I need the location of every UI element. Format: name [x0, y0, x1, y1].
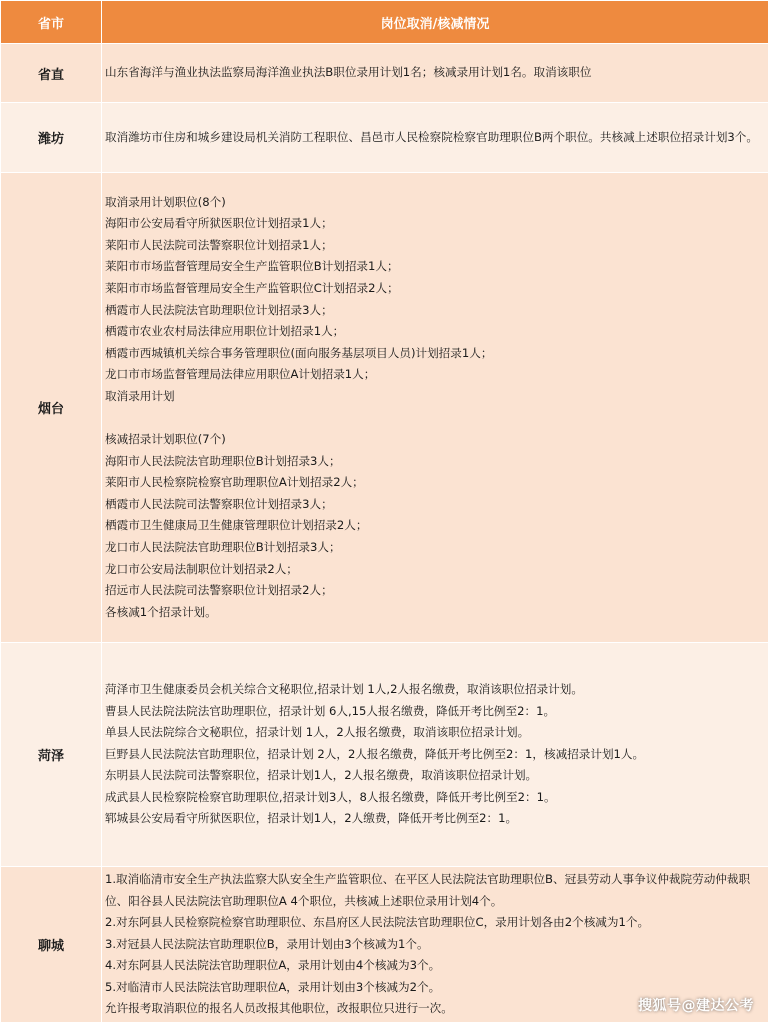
status-line: 栖霞市西城镇机关综合事务管理职位(面向服务基层项目人员)计划招录1人； [105, 343, 764, 365]
status-line: 龙口市公安局法制职位计划招录2人； [105, 559, 764, 581]
status-line: 海阳市公安局看守所狱医职位计划招录1人； [105, 213, 764, 235]
status-line: 各核减1个招录计划。 [105, 602, 764, 624]
status-cell [102, 643, 768, 867]
city-cell: 菏泽 [1, 643, 102, 867]
status-line: 5.对临清市人民法院法官助理职位A，录用计划由3个核减为2个。 [105, 977, 764, 999]
status-line: 3.对冠县人民法院法官助理职位B，录用计划由3个核减为1个。 [105, 934, 764, 956]
status-line: 龙口市人民法院法官助理职位B计划招录3人； [105, 537, 764, 559]
table-row-yantai [1, 173, 768, 643]
status-line: 栖霞市农业农村局法律应用职位计划招录1人； [105, 321, 764, 343]
status-line: 栖霞市人民法院法官助理职位计划招录3人； [105, 300, 764, 322]
status-line: 允许报考取消职位的报名人员改报其他职位，改报职位只进行一次。 [105, 998, 764, 1020]
status-line: 取消录用计划 [105, 386, 764, 408]
city-cell: 潍坊 [1, 103, 102, 173]
status-line: 山东省海洋与渔业执法监察局海洋渔业执法B职位录用计划1名；核减录用计划1名。取消该职位 [105, 62, 764, 84]
status-line: 2.对东阿县人民检察院检察官助理职位、东昌府区人民法院法官助理职位C，录用计划各由2个核减为1个。 [105, 912, 764, 934]
status-cell [102, 44, 768, 103]
status-line: 东明县人民法院司法警察职位，招录计划1人，2人报名缴费，取消该职位招录计划。 [105, 765, 764, 787]
table-row-shengzhi [1, 44, 768, 103]
header-city: 省市 [1, 1, 102, 44]
header-status: 岗位取消/核减情况 [102, 1, 768, 44]
city-cell: 烟台 [1, 173, 102, 643]
status-line: 曹县人民法院法院法官助理职位，招录计划 6人,15人报名缴费，降低开考比例至2：1。 [105, 701, 764, 723]
status-line: 取消录用计划职位(8个) [105, 192, 764, 214]
watermark: 搜狐号@建达公考 [638, 995, 754, 1015]
blank-line [105, 408, 764, 430]
city-cell: 省直 [1, 44, 102, 103]
status-line: 取消潍坊市住房和城乡建设局机关消防工程职位、昌邑市人民检察院检察官助理职位B两个职位。共核减上述职位招录计划3个。 [105, 127, 764, 149]
status-line: 巨野县人民法院法官助理职位，招录计划 2人，2人报名缴费，降低开考比例至2：1，核减招录计划1人。 [105, 744, 764, 766]
city-cell: 聊城 [1, 867, 102, 1023]
status-line: 招远市人民法院司法警察职位计划招录2人； [105, 580, 764, 602]
status-line: 郓城县公安局看守所狱医职位，招录计划1人，2人缴费，降低开考比例至2：1。 [105, 808, 764, 830]
status-line: 1.取消临清市安全生产执法监察大队安全生产监管职位、在平区人民法院法官助理职位B、冠县劳动人事争议仲裁院劳动仲裁职位、阳谷县人民法院法官助理职位A 4个职位，共核减上述职位录用计划4个。 [105, 869, 764, 912]
table-header-row [1, 1, 768, 44]
status-line: 核减招录计划职位(7个) [105, 429, 764, 451]
status-line: 成武县人民检察院检察官助理职位,招录计划3人，8人报名缴费，降低开考比例至2：1。 [105, 787, 764, 809]
status-line: 4.对东阿县人民法院法官助理职位A，录用计划由4个核减为3个。 [105, 955, 764, 977]
status-line: 莱阳市人民法院司法警察职位计划招录1人； [105, 235, 764, 257]
status-line: 单县人民法院综合文秘职位，招录计划 1人，2人报名缴费，取消该职位招录计划。 [105, 722, 764, 744]
status-line: 栖霞市人民法院司法警察职位计划招录3人； [105, 494, 764, 516]
status-line: 龙口市市场监督管理局法律应用职位A计划招录1人； [105, 364, 764, 386]
status-line: 菏泽市卫生健康委员会机关综合文秘职位,招录计划 1人,2人报名缴费，取消该职位招录计划。 [105, 679, 764, 701]
status-line: 莱阳市人民检察院检察官助理职位A计划招录2人； [105, 472, 764, 494]
status-line: 莱阳市市场监督管理局安全生产监管职位B计划招录1人； [105, 256, 764, 278]
status-line: 海阳市人民法院法官助理职位B计划招录3人； [105, 451, 764, 473]
status-line: 莱阳市市场监督管理局安全生产监管职位C计划招录2人； [105, 278, 764, 300]
status-line: 栖霞市卫生健康局卫生健康管理职位计划招录2人； [105, 515, 764, 537]
status-cell [102, 103, 768, 173]
table-row-weifang [1, 103, 768, 173]
status-cell [102, 173, 768, 643]
table-row-heze [1, 643, 768, 867]
